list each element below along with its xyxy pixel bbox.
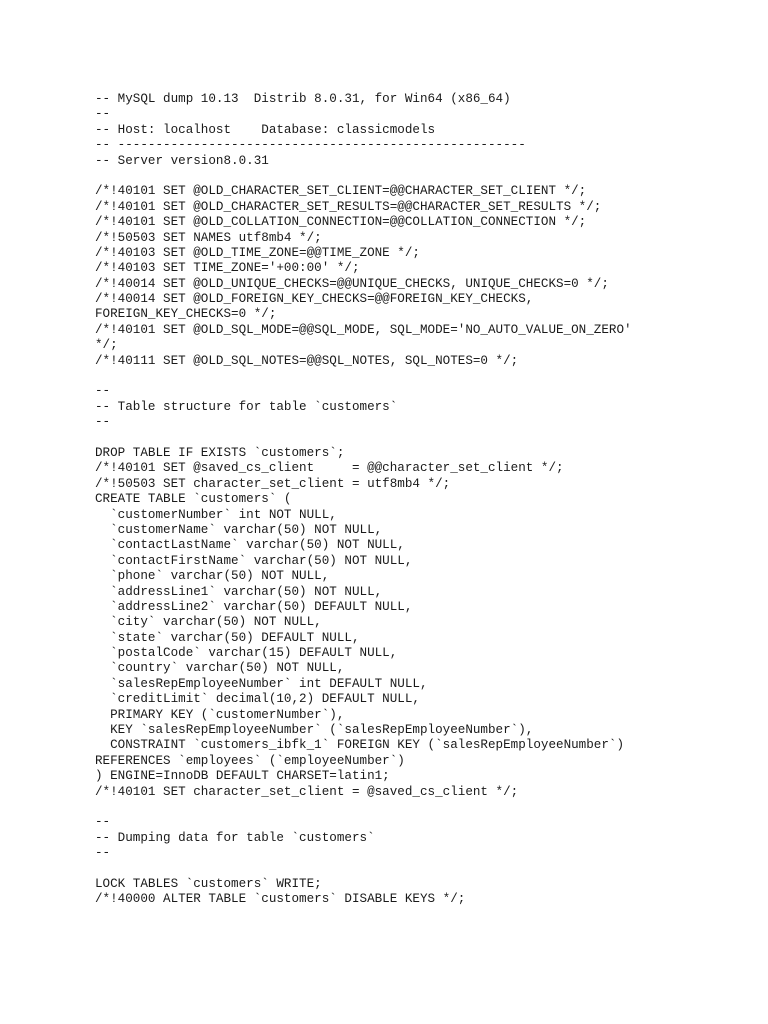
blank-line (95, 369, 755, 384)
code-line: `addressLine1` varchar(50) NOT NULL, (95, 584, 383, 599)
code-line: /*!50503 SET character_set_client = utf8mb4 */; (95, 476, 451, 491)
code-line: -- ------------------------------------------------------ (95, 138, 526, 153)
code-line: /*!40101 SET @OLD_CHARACTER_SET_RESULTS=@@CHARACTER_SET_RESULTS */; (95, 199, 602, 214)
code-line: `phone` varchar(50) NOT NULL, (95, 569, 330, 584)
code-line: `contactLastName` varchar(50) NOT NULL, (95, 538, 405, 553)
code-line: /*!40014 SET @OLD_UNIQUE_CHECKS=@@UNIQUE_CHECKS, UNIQUE_CHECKS=0 */; (95, 276, 609, 291)
blank-line (95, 800, 755, 815)
code-line: -- Dumping data for table `customers` (95, 830, 375, 845)
code-line: /*!40101 SET @saved_cs_client = @@character_set_client */; (95, 461, 564, 476)
code-line: FOREIGN_KEY_CHECKS=0 */; (95, 307, 277, 322)
code-line: `addressLine2` varchar(50) DEFAULT NULL, (95, 599, 413, 614)
code-line: -- Table structure for table `customers` (95, 399, 398, 414)
code-line: CREATE TABLE `customers` ( (95, 492, 292, 507)
code-line: `customerNumber` int NOT NULL, (95, 507, 337, 522)
code-line: -- (95, 384, 111, 399)
code-line: KEY `salesRepEmployeeNumber` (`salesRepEmployeeNumber`), (95, 723, 534, 738)
code-line: `country` varchar(50) NOT NULL, (95, 661, 345, 676)
code-line: CONSTRAINT `customers_ibfk_1` FOREIGN KEY (`salesRepEmployeeNumber`) (95, 738, 625, 753)
code-line: -- (95, 815, 111, 830)
blank-line (95, 169, 755, 184)
code-line: DROP TABLE IF EXISTS `customers`; (95, 445, 345, 460)
code-line: /*!50503 SET NAMES utf8mb4 */; (95, 230, 322, 245)
code-line: `contactFirstName` varchar(50) NOT NULL, (95, 553, 413, 568)
code-line: `postalCode` varchar(15) DEFAULT NULL, (95, 646, 398, 661)
blank-line (95, 431, 755, 446)
code-line: */; (95, 338, 118, 353)
code-line: /*!40000 ALTER TABLE `customers` DISABLE KEYS */; (95, 892, 466, 907)
sql-dump-text (95, 92, 755, 908)
code-line: REFERENCES `employees` (`employeeNumber`) (95, 753, 405, 768)
code-line: ) ENGINE=InnoDB DEFAULT CHARSET=latin1; (95, 769, 390, 784)
code-line: /*!40103 SET TIME_ZONE='+00:00' */; (95, 261, 360, 276)
blank-line (95, 862, 755, 877)
code-line: -- MySQL dump 10.13 Distrib 8.0.31, for Win64 (x86_64) (95, 92, 511, 106)
code-line: /*!40101 SET @OLD_SQL_MODE=@@SQL_MODE, SQL_MODE='NO_AUTO_VALUE_ON_ZERO' (95, 322, 632, 337)
code-line: /*!40111 SET @OLD_SQL_NOTES=@@SQL_NOTES, SQL_NOTES=0 */; (95, 353, 519, 368)
code-line: /*!40101 SET @OLD_CHARACTER_SET_CLIENT=@@CHARACTER_SET_CLIENT */; (95, 184, 587, 199)
code-line: -- Server version8.0.31 (95, 153, 269, 168)
code-line: `salesRepEmployeeNumber` int DEFAULT NULL, (95, 676, 428, 691)
code-line: -- (95, 415, 111, 430)
code-line: -- (95, 846, 111, 861)
code-line: -- (95, 107, 111, 122)
code-line: /*!40014 SET @OLD_FOREIGN_KEY_CHECKS=@@FOREIGN_KEY_CHECKS, (95, 292, 534, 307)
code-line: PRIMARY KEY (`customerNumber`), (95, 707, 345, 722)
code-line: /*!40101 SET character_set_client = @saved_cs_client */; (95, 784, 519, 799)
code-line: /*!40101 SET @OLD_COLLATION_CONNECTION=@@COLLATION_CONNECTION */; (95, 215, 587, 230)
code-line: /*!40103 SET @OLD_TIME_ZONE=@@TIME_ZONE */; (95, 245, 420, 260)
code-line: `city` varchar(50) NOT NULL, (95, 615, 322, 630)
code-line: `creditLimit` decimal(10,2) DEFAULT NULL, (95, 692, 420, 707)
code-line: `customerName` varchar(50) NOT NULL, (95, 522, 383, 537)
code-line: `state` varchar(50) DEFAULT NULL, (95, 630, 360, 645)
code-line: -- Host: localhost Database: classicmodels (95, 122, 436, 137)
code-line: LOCK TABLES `customers` WRITE; (95, 876, 322, 891)
